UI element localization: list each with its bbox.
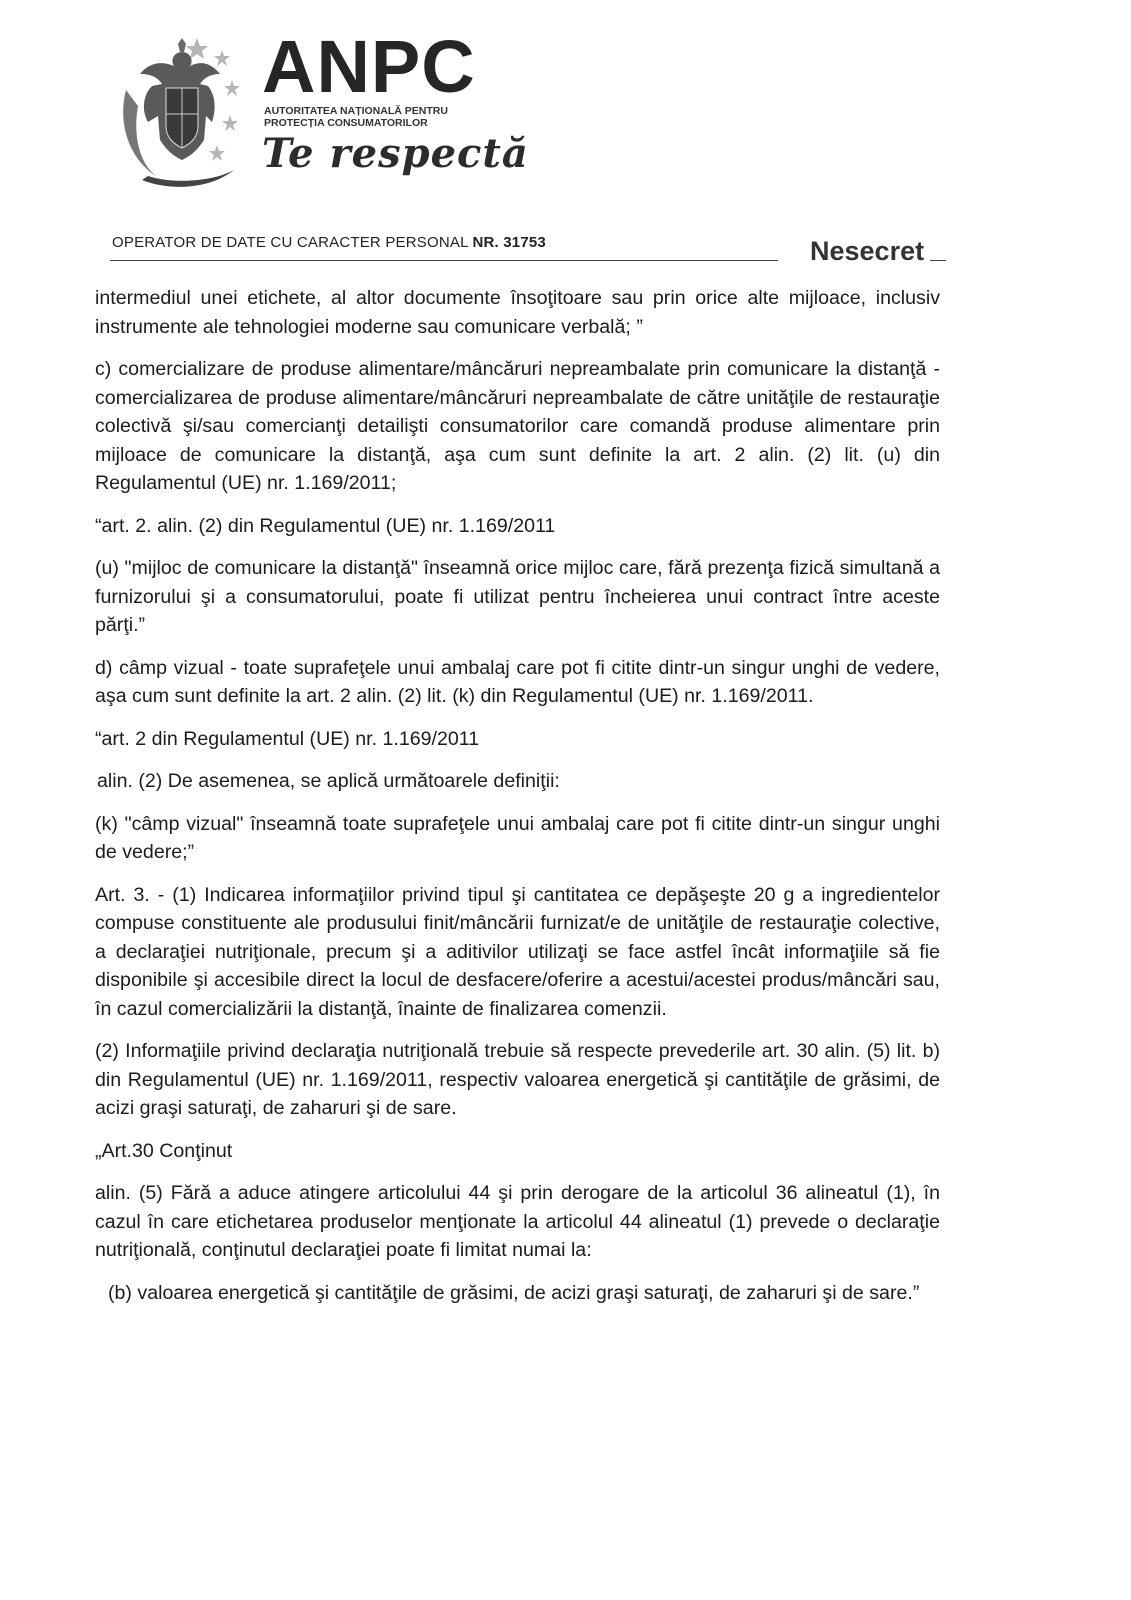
brand-subtitle-line-1: AUTORITATEA NAȚIONALĂ PENTRU: [264, 105, 448, 117]
slogan: Te respectă: [262, 130, 529, 177]
paragraph: (2) Informaţiile privind declaraţia nutriţională trebuie să respecte prevederile art. 30 alin. (5) lit. b) din Regulamentul (UE) nr. 1.169/2011, respectiv valoarea energetică şi cantităţile de grăsimi, de acizi graşi saturaţi, de zaharuri şi de sare.: [95, 1040, 940, 1119]
paragraph: intermediul unei etichete, al altor documente însoţitoare sau prin orice alte mijloace, inclusiv instrumente ale tehnologiei moderne sau comunicare verbală; ”: [95, 287, 940, 338]
operator-nr: NR. 31753: [472, 234, 546, 251]
classification-label: Nesecret: [810, 236, 925, 266]
letterhead: [0, 0, 1131, 280]
brand-name: ANPC: [262, 25, 476, 108]
paragraph: c) comercializare de produse alimentare/mâncăruri nepreambalate prin comunicare la distanţă - comercializarea de produse alimentare/mâncăruri nepreambalate de către unităţile de restauraţie colectivă şi/sau comercianţi detailişti consumatorilor care comandă produse alimentare prin mijloace de comunicare la distanţă, aşa cum sunt definite la art. 2 alin. (2) lit. (u) din Regulamentul (UE) nr. 1.169/2011;: [95, 358, 940, 494]
document-body: [95, 284, 940, 1321]
operator-number: [112, 234, 546, 251]
classification-dash: [930, 260, 946, 261]
paragraph: d) câmp vizual - toate suprafeţele unui ambalaj care pot fi citite dintr-un singur unghi de vedere, aşa cum sunt definite la art. 2 alin. (2) lit. (k) din Regulamentul (UE) nr. 1.169/2011.: [95, 656, 940, 707]
paragraph: “art. 2. alin. (2) din Regulamentul (UE) nr. 1.169/2011: [95, 514, 556, 537]
paragraph: Art. 3. - (1) Indicarea informaţiilor privind tipul şi cantitatea ce depăşeşte 20 g a ingredientelor compuse constituente ale produsului finit/mâncării furnizat/e de unităţile de restauraţie colective, a declaraţiei nutriţionale, precum şi a aditivilor utilizaţi se face astfel încât informaţiile să fie disponibile şi accesibile direct la locul de desfacere/oferire a acestui/acestei produs/mâncări sau, în cazul comercializării la distanţă, înainte de finalizarea comenzii.: [95, 883, 940, 1020]
paragraph: „Art.30 Conţinut: [95, 1139, 233, 1162]
header-divider: [110, 260, 778, 261]
brand-subtitle-line-2: PROTECȚIA CONSUMATORILOR: [264, 117, 428, 129]
brand-subtitle: [264, 105, 484, 129]
paragraph: (b) valoarea energetică şi cantităţile de grăsimi, de acizi graşi saturaţi, de zaharuri şi de sare.”: [108, 1281, 920, 1304]
coat-of-arms-logo: [112, 30, 252, 190]
operator-prefix: OPERATOR DE DATE CU CARACTER PERSONAL: [112, 234, 473, 251]
paragraph: alin. (5) Fără a aduce atingere articolului 44 şi prin derogare de la articolul 36 alineatul (1), în cazul în care etichetarea produselor menţionate la articolul 44 alineatul (1) prevede o declaraţie nutriţională, conţinutul declaraţiei poate fi limitat numai la:: [95, 1182, 940, 1261]
paragraph: “art. 2 din Regulamentul (UE) nr. 1.169/2011: [95, 727, 480, 750]
paragraph: (k) "câmp vizual" înseamnă toate suprafeţele unui ambalaj care pot fi citite dintr-un singur unghi de vedere;”: [95, 812, 940, 863]
paragraph: alin. (2) De asemenea, se aplică următoarele definiţii:: [97, 770, 560, 792]
paragraph: (u) "mijloc de comunicare la distanţă" înseamnă orice mijloc care, fără prezenţa fizică simultană a furnizorului şi a consumatorului, poate fi utilizat pentru încheierea unui contract între aceste părţi.”: [95, 557, 940, 636]
